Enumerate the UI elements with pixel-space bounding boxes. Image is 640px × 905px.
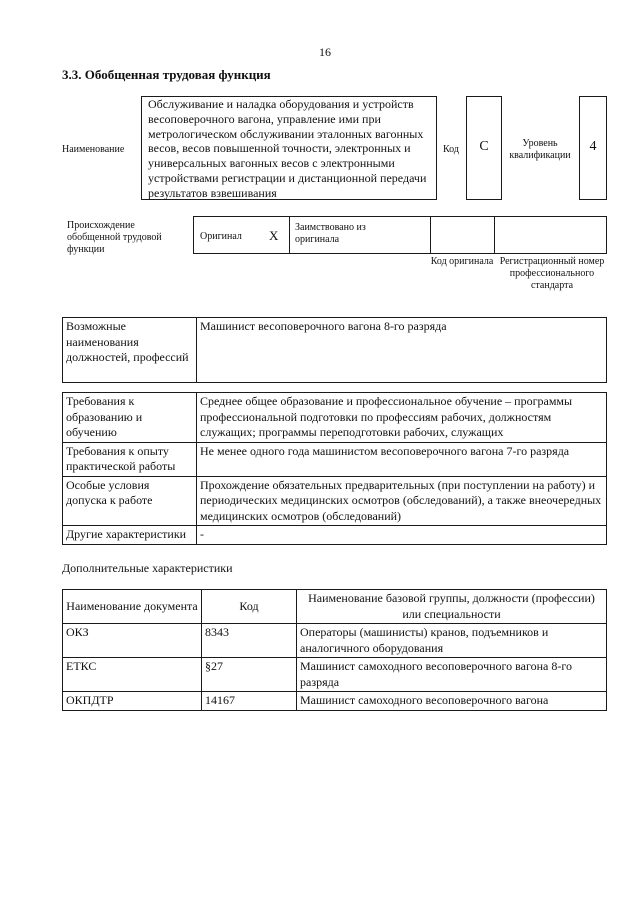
cell-document: ОКЗ: [63, 624, 202, 658]
cell-document: ЕТКС: [63, 658, 202, 692]
positions-label: Возможные наименования должностей, профессий: [63, 318, 197, 383]
level-value: 4: [589, 139, 597, 154]
table-row: [63, 442, 607, 476]
original-label: Оригинал: [200, 231, 242, 242]
page-number: 16: [319, 45, 331, 59]
table-row: [63, 692, 607, 711]
function-name-text: Обслуживание и наладка оборудования и устройств весоповерочного вагона, управление ими при метрологическом обслуживании эталонных вагонных весов, весов повышенной точности, электронных и универсальных вагонных весов с электронными устройствами регистрации и дистанционной передачи результатов взвешивания: [148, 97, 427, 200]
cell-group: Машинист самоходного весоповерочного вагона 8-го разряда: [297, 658, 607, 692]
header-group: Наименование базовой группы, должности (профессии) или специальности: [297, 590, 607, 624]
requirement-value: -: [197, 526, 607, 545]
header-document: Наименование документа: [63, 590, 202, 624]
requirement-label: Требования к образованию и обучению: [63, 393, 197, 443]
level-value-box: [579, 96, 607, 200]
additional-table: [62, 589, 607, 711]
requirement-value: Не менее одного года машинистом весоповерочного вагона 7-го разряда: [197, 442, 607, 476]
table-row: [63, 393, 607, 443]
code-label: Код: [443, 144, 459, 155]
cell-code: 8343: [202, 624, 297, 658]
requirement-label: Требования к опыту практической работы: [63, 442, 197, 476]
requirement-label: Другие характеристики: [63, 526, 197, 545]
original-mark: X: [269, 228, 279, 243]
table-row: [63, 476, 607, 526]
code-value-box: [466, 96, 502, 200]
code-value: C: [479, 139, 489, 154]
cell-document: ОКПДТР: [63, 692, 202, 711]
header-code: Код: [202, 590, 297, 624]
cell-code: §27: [202, 658, 297, 692]
table-row: [63, 658, 607, 692]
code-original-caption: Код оригинала: [430, 256, 494, 267]
origin-label: Происхождение обобщенной трудовой функции: [67, 220, 162, 255]
table-row: [63, 624, 607, 658]
name-label: Наименование: [62, 144, 125, 155]
requirement-value: Среднее общее образование и профессиональное обучение – программы профессиональной подготовки по профессиям рабочих, должностям служащих; программы переподготовки рабочих, служащих: [197, 393, 607, 443]
positions-value: Машинист весоповерочного вагона 8-го разряда: [197, 318, 607, 383]
requirement-label: Особые условия допуска к работе: [63, 476, 197, 526]
table-header-row: [63, 590, 607, 624]
requirement-value: Прохождение обязательных предварительных (при поступлении на работу) и периодических медицинских осмотров (обследований), а также внеочередных медицинских осмотров (обследований): [197, 476, 607, 526]
table-row: [63, 526, 607, 545]
additional-title: Дополнительные характеристики: [62, 561, 233, 575]
reg-number-caption: Регистрационный номер профессионального стандарта: [499, 256, 605, 291]
section-title: 3.3. Обобщенная трудовая функция: [62, 67, 271, 82]
origin-box: [193, 216, 607, 254]
function-name-box: [141, 96, 437, 200]
borrowed-label: Заимствовано из оригинала: [295, 222, 366, 245]
cell-group: Операторы (машинисты) кранов, подъемников и аналогичного оборудования: [297, 624, 607, 658]
requirements-table: [62, 392, 607, 545]
level-label: Уровень квалификации: [509, 138, 571, 161]
cell-group: Машинист самоходного весоповерочного вагона: [297, 692, 607, 711]
cell-code: 14167: [202, 692, 297, 711]
positions-table: [62, 317, 607, 383]
